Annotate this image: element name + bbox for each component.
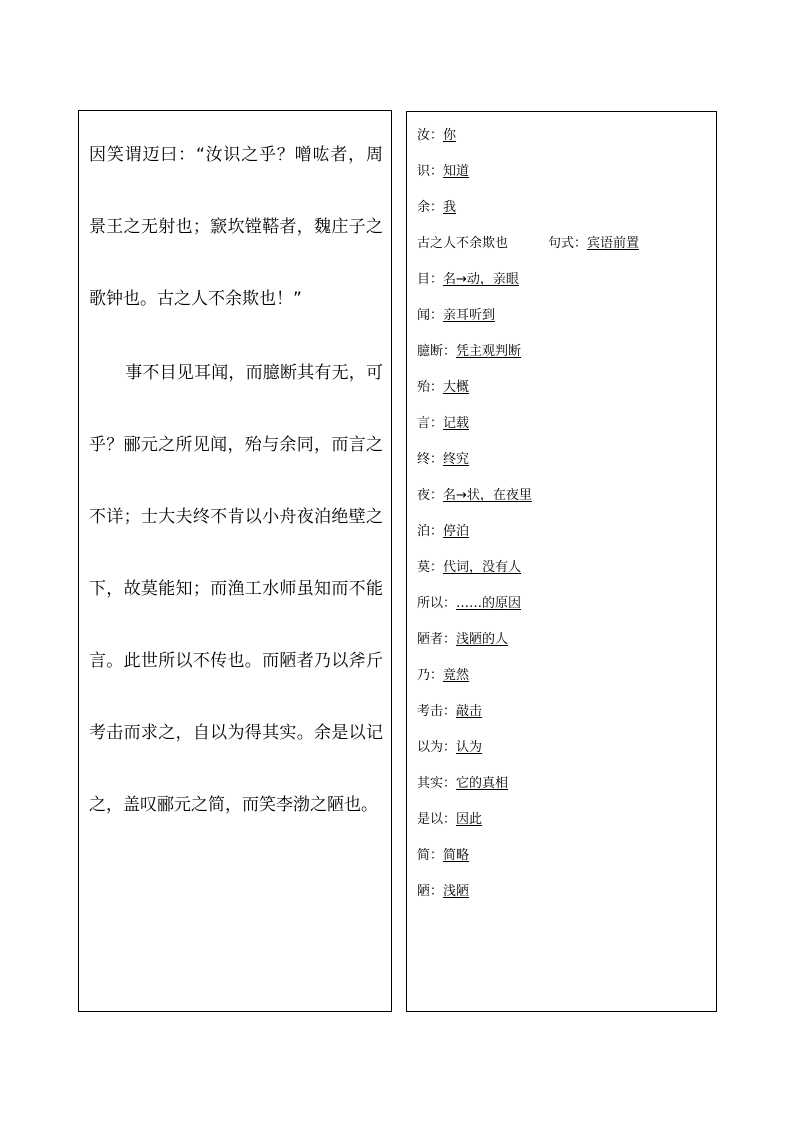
note-term: 古之人不余欺也 bbox=[417, 236, 509, 251]
note-item bbox=[417, 226, 710, 262]
text-paragraph-2 bbox=[79, 337, 391, 841]
note-item bbox=[417, 658, 710, 694]
note-meaning: 它的真相 bbox=[456, 776, 509, 791]
note-meaning: 记载 bbox=[443, 416, 470, 431]
note-item bbox=[417, 442, 710, 478]
note-item bbox=[417, 838, 710, 874]
note-meaning: ……的原因 bbox=[456, 596, 522, 611]
note-item bbox=[417, 478, 710, 514]
note-term: 夜： bbox=[417, 488, 444, 503]
note-term: 终： bbox=[417, 452, 444, 467]
note-term: 目： bbox=[417, 272, 444, 287]
note-term: 臆断： bbox=[417, 344, 457, 359]
note-item bbox=[417, 622, 710, 658]
note-term: 陋： bbox=[417, 884, 444, 899]
note-meaning: 简略 bbox=[443, 848, 470, 863]
note-item bbox=[417, 370, 710, 406]
note-term: 莫： bbox=[417, 560, 444, 575]
note-term: 识： bbox=[417, 164, 444, 179]
note-term: 殆： bbox=[417, 380, 444, 395]
note-item bbox=[417, 874, 710, 910]
note-item bbox=[417, 550, 710, 586]
note-item bbox=[417, 190, 710, 226]
note-meaning: 大概 bbox=[443, 380, 470, 395]
note-meaning: 宾语前置 bbox=[587, 236, 640, 251]
note-term: 言： bbox=[417, 416, 444, 431]
note-item bbox=[417, 802, 710, 838]
note-term: 以为： bbox=[417, 740, 457, 755]
note-meaning: 停泊 bbox=[443, 524, 470, 539]
note-term: 其实： bbox=[417, 776, 457, 791]
note-term: 所以： bbox=[417, 596, 457, 611]
note-item bbox=[417, 694, 710, 730]
note-item bbox=[417, 406, 710, 442]
note-meaning: 你 bbox=[443, 128, 457, 143]
note-item bbox=[417, 118, 710, 154]
note-item bbox=[417, 586, 710, 622]
note-meaning: 认为 bbox=[456, 740, 483, 755]
note-meaning: 凭主观判断 bbox=[456, 344, 522, 359]
note-meaning: 敲击 bbox=[456, 704, 483, 719]
note-meaning: 亲耳听到 bbox=[443, 308, 496, 323]
note-meaning: 代词，没有人 bbox=[443, 560, 522, 575]
note-meaning: 名→动，亲眼 bbox=[443, 272, 519, 287]
note-term: 考击： bbox=[417, 704, 457, 719]
note-term: 泊： bbox=[417, 524, 444, 539]
note-meaning: 竟然 bbox=[443, 668, 470, 683]
note-term: 汝： bbox=[417, 128, 444, 143]
note-meaning: 因此 bbox=[456, 812, 483, 827]
note-item bbox=[417, 154, 710, 190]
note-item bbox=[417, 334, 710, 370]
note-term: 简： bbox=[417, 848, 444, 863]
note-label: 句式： bbox=[548, 236, 588, 251]
note-term: 是以： bbox=[417, 812, 457, 827]
text-panel bbox=[78, 110, 392, 1012]
note-item bbox=[417, 298, 710, 334]
note-item bbox=[417, 514, 710, 550]
note-term: 闻： bbox=[417, 308, 444, 323]
note-meaning: 浅陋 bbox=[443, 884, 470, 899]
note-meaning: 知道 bbox=[443, 164, 470, 179]
notes-panel bbox=[406, 111, 717, 1012]
note-item bbox=[417, 730, 710, 766]
note-meaning: 终究 bbox=[443, 452, 470, 467]
note-item bbox=[417, 766, 710, 802]
note-item bbox=[417, 262, 710, 298]
note-term: 陋者： bbox=[417, 632, 457, 647]
notes-list bbox=[417, 118, 710, 910]
text-paragraph-2-content: 事不目见耳闻，而臆断其有无，可乎？郦元之所见闻，殆与余同，而言之不详；士大夫终不肯以小舟夜泊绝壁之下，故莫能知；而渔工水师虽知而不能言。此世所以不传也。而陋者乃以斧斤考击而求之，自以为得其实。余是以记之，盖叹郦元之简，而笑李渤之陋也。 bbox=[89, 363, 383, 815]
note-meaning: 名→状，在夜里 bbox=[443, 488, 532, 503]
note-term: 余： bbox=[417, 200, 444, 215]
text-paragraph-1: 因笑谓迈曰：“汝识之乎？噌吰者，周景王之无射也；窾坎镗鞳者，魏庄子之歌钟也。古之人不余欺也！” bbox=[89, 145, 383, 309]
note-term: 乃： bbox=[417, 668, 444, 683]
note-meaning: 我 bbox=[443, 200, 457, 215]
note-meaning: 浅陋的人 bbox=[456, 632, 509, 647]
